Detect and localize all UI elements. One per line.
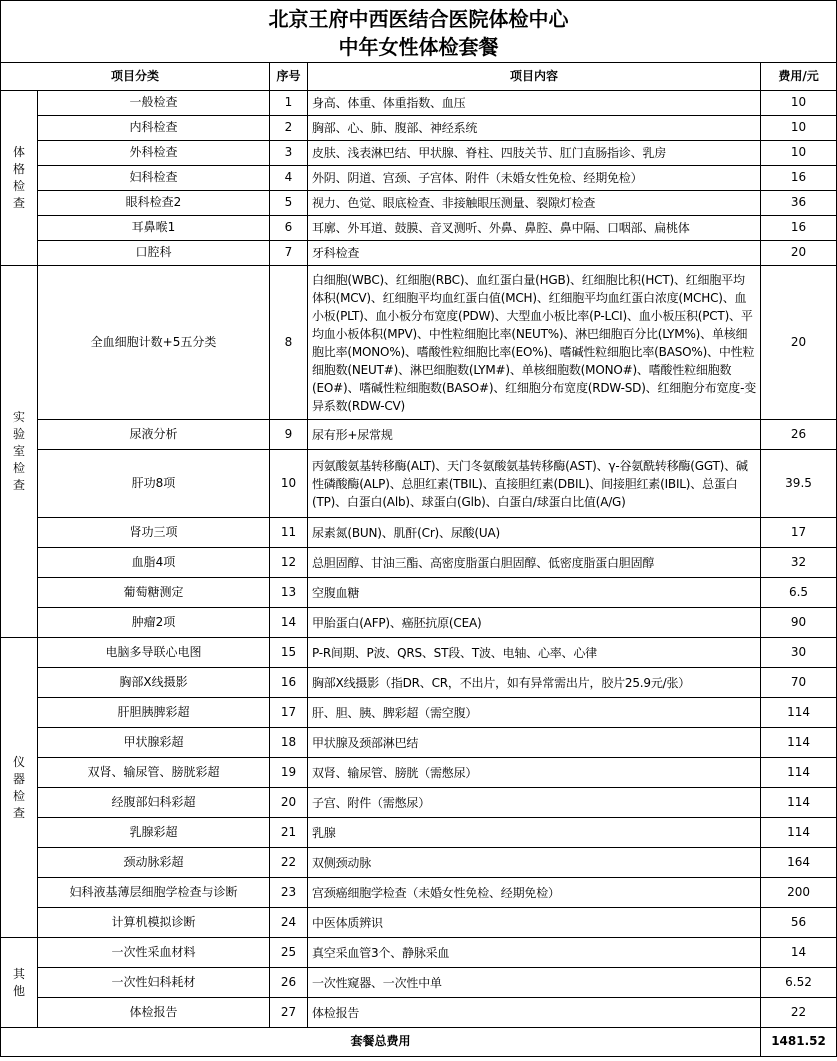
category-text: 其他 [13, 966, 26, 998]
item-fee: 10 [761, 91, 837, 116]
item-fee: 164 [761, 848, 837, 878]
item-seq: 12 [270, 548, 308, 578]
table-row [1, 728, 837, 758]
item-content: 肝、胆、胰、脾彩超（需空腹） [308, 698, 761, 728]
table-row [1, 608, 837, 638]
item-name: 一次性妇科耗材 [38, 968, 270, 998]
item-name: 甲状腺彩超 [38, 728, 270, 758]
table-row [1, 638, 837, 668]
item-fee: 17 [761, 518, 837, 548]
header-content: 项目内容 [308, 63, 761, 91]
item-name: 计算机模拟诊断 [38, 908, 270, 938]
table-row [1, 818, 837, 848]
category-label [1, 638, 38, 938]
item-seq: 18 [270, 728, 308, 758]
category-label [1, 938, 38, 1028]
item-name: 肝胆胰脾彩超 [38, 698, 270, 728]
table-row [1, 578, 837, 608]
item-seq: 1 [270, 91, 308, 116]
table-row [1, 938, 837, 968]
item-seq: 19 [270, 758, 308, 788]
item-content: 白细胞(WBC)、红细胞(RBC)、血红蛋白量(HGB)、红细胞比积(HCT)、红细胞平均体积(MCV)、红细胞平均血红蛋白值(MCH)、红细胞平均血红蛋白浓度(MCHC)、血小板(PLT)、血小板分布宽度(PDW)、大型血小板比率(P-LCI)、血小板压积(PCT)、平均血小板体积(MPV)、中性粒细胞比率(NEUT%)、淋巴细胞百分比(LYM%)、单核细胞比率(MONO%)、嗜酸性粒细胞比率(EO%)、嗜碱性粒细胞比率(BASO%)、中性粒细胞数(NEUT#)、淋巴细胞数(LYM#)、单核细胞数(MONO#)、嗜酸性粒细胞数(EO#)、嗜碱性粒细胞数(BASO#)、红细胞分布宽度(RDW-SD)、红细胞分布宽度-变异系数(RDW-CV) [308, 266, 761, 420]
item-seq: 3 [270, 141, 308, 166]
item-fee: 114 [761, 698, 837, 728]
item-seq: 25 [270, 938, 308, 968]
item-content: 一次性窥器、一次性中单 [308, 968, 761, 998]
table-row [1, 420, 837, 450]
item-seq: 7 [270, 241, 308, 266]
item-name: 一次性采血材料 [38, 938, 270, 968]
item-name: 乳腺彩超 [38, 818, 270, 848]
table-row [1, 668, 837, 698]
item-seq: 26 [270, 968, 308, 998]
table-row [1, 266, 837, 420]
item-seq: 5 [270, 191, 308, 216]
item-fee: 10 [761, 141, 837, 166]
item-fee: 32 [761, 548, 837, 578]
item-name: 一般检查 [38, 91, 270, 116]
item-seq: 11 [270, 518, 308, 548]
item-seq: 6 [270, 216, 308, 241]
total-value: 1481.52 [761, 1028, 837, 1057]
item-content: 中医体质辨识 [308, 908, 761, 938]
item-content: 皮肤、浅表淋巴结、甲状腺、脊柱、四肢关节、肛门直肠指诊、乳房 [308, 141, 761, 166]
item-seq: 17 [270, 698, 308, 728]
item-content: 体检报告 [308, 998, 761, 1028]
item-seq: 9 [270, 420, 308, 450]
table-row [1, 450, 837, 518]
item-name: 肿瘤2项 [38, 608, 270, 638]
table-row [1, 216, 837, 241]
header-fee: 费用/元 [761, 63, 837, 91]
item-seq: 20 [270, 788, 308, 818]
item-seq: 4 [270, 166, 308, 191]
item-content: 外阴、阴道、宫颈、子宫体、附件（未婚女性免检、经期免检） [308, 166, 761, 191]
hospital-name: 北京王府中西医结合医院体检中心 [268, 7, 569, 31]
item-content: 真空采血管3个、静脉采血 [308, 938, 761, 968]
item-fee: 90 [761, 608, 837, 638]
item-content: 尿有形+尿常规 [308, 420, 761, 450]
item-seq: 24 [270, 908, 308, 938]
category-text: 仪器检查 [13, 754, 26, 820]
header-row [1, 63, 837, 91]
item-seq: 14 [270, 608, 308, 638]
table-row [1, 191, 837, 216]
item-content: 子宫、附件（需憋尿） [308, 788, 761, 818]
item-name: 尿液分析 [38, 420, 270, 450]
item-name: 胸部X线摄影 [38, 668, 270, 698]
item-name: 肝功8项 [38, 450, 270, 518]
table-row [1, 91, 837, 116]
item-name: 内科检查 [38, 116, 270, 141]
item-name: 血脂4项 [38, 548, 270, 578]
item-content: 尿素氮(BUN)、肌酐(Cr)、尿酸(UA) [308, 518, 761, 548]
item-fee: 39.5 [761, 450, 837, 518]
item-fee: 114 [761, 728, 837, 758]
item-seq: 16 [270, 668, 308, 698]
item-seq: 2 [270, 116, 308, 141]
item-name: 妇科液基薄层细胞学检查与诊断 [38, 878, 270, 908]
item-content: 身高、体重、体重指数、血压 [308, 91, 761, 116]
table-row [1, 698, 837, 728]
item-fee: 10 [761, 116, 837, 141]
total-row [1, 1028, 837, 1057]
category-text: 体格检查 [13, 145, 26, 210]
table-row [1, 141, 837, 166]
category-label [1, 266, 38, 638]
table-row [1, 518, 837, 548]
item-name: 耳鼻喉1 [38, 216, 270, 241]
item-fee: 20 [761, 266, 837, 420]
header-category: 项目分类 [1, 63, 270, 91]
item-content: 视力、色觉、眼底检查、非接触眼压测量、裂隙灯检查 [308, 191, 761, 216]
item-name: 颈动脉彩超 [38, 848, 270, 878]
item-fee: 6.5 [761, 578, 837, 608]
table-row [1, 548, 837, 578]
item-fee: 36 [761, 191, 837, 216]
item-fee: 114 [761, 818, 837, 848]
item-content: 双肾、输尿管、膀胱（需憋尿） [308, 758, 761, 788]
item-fee: 22 [761, 998, 837, 1028]
item-content: 胸部X线摄影（指DR、CR，不出片，如有异常需出片，胶片25.9元/张） [308, 668, 761, 698]
item-fee: 114 [761, 758, 837, 788]
item-content: 甲胎蛋白(AFP)、癌胚抗原(CEA) [308, 608, 761, 638]
page-title [1, 1, 837, 63]
total-label: 套餐总费用 [1, 1028, 761, 1057]
item-name: 双肾、输尿管、膀胱彩超 [38, 758, 270, 788]
item-content: 耳廓、外耳道、鼓膜、音叉测听、外鼻、鼻腔、鼻中隔、口咽部、扁桃体 [308, 216, 761, 241]
item-seq: 10 [270, 450, 308, 518]
item-name: 肾功三项 [38, 518, 270, 548]
item-content: 双侧颈动脉 [308, 848, 761, 878]
table-row [1, 878, 837, 908]
item-seq: 15 [270, 638, 308, 668]
item-content: 胸部、心、肺、腹部、神经系统 [308, 116, 761, 141]
table-row [1, 848, 837, 878]
item-fee: 16 [761, 166, 837, 191]
table-row [1, 166, 837, 191]
item-name: 电脑多导联心电图 [38, 638, 270, 668]
item-seq: 13 [270, 578, 308, 608]
item-name: 葡萄糖测定 [38, 578, 270, 608]
item-fee: 114 [761, 788, 837, 818]
item-name: 口腔科 [38, 241, 270, 266]
item-fee: 56 [761, 908, 837, 938]
item-content: 乳腺 [308, 818, 761, 848]
item-content: 空腹血糖 [308, 578, 761, 608]
category-label [1, 91, 38, 266]
table-row [1, 758, 837, 788]
item-fee: 200 [761, 878, 837, 908]
item-name: 全血细胞计数+5五分类 [38, 266, 270, 420]
item-fee: 20 [761, 241, 837, 266]
item-fee: 14 [761, 938, 837, 968]
item-content: 丙氨酸氨基转移酶(ALT)、天门冬氨酸氨基转移酶(AST)、γ-谷氨酰转移酶(GGT)、碱性磷酸酶(ALP)、总胆红素(TBIL)、直接胆红素(DBIL)、间接胆红素(IBIL)、总蛋白(TP)、白蛋白(Alb)、球蛋白(Glb)、白蛋白/球蛋白比值(A/G) [308, 450, 761, 518]
package-name: 中年女性体检套餐 [338, 35, 499, 59]
table-row [1, 908, 837, 938]
table-row [1, 998, 837, 1028]
item-fee: 26 [761, 420, 837, 450]
item-content: 牙科检查 [308, 241, 761, 266]
item-content: 甲状腺及颈部淋巴结 [308, 728, 761, 758]
item-seq: 8 [270, 266, 308, 420]
item-content: P-R间期、P波、QRS、ST段、T波、电轴、心率、心律 [308, 638, 761, 668]
item-content: 总胆固醇、甘油三酯、高密度脂蛋白胆固醇、低密度脂蛋白胆固醇 [308, 548, 761, 578]
item-fee: 30 [761, 638, 837, 668]
item-name: 经腹部妇科彩超 [38, 788, 270, 818]
item-fee: 70 [761, 668, 837, 698]
item-fee: 6.52 [761, 968, 837, 998]
table-row [1, 968, 837, 998]
item-seq: 23 [270, 878, 308, 908]
item-name: 妇科检查 [38, 166, 270, 191]
item-content: 宫颈癌细胞学检查（未婚女性免检、经期免检） [308, 878, 761, 908]
table-row [1, 116, 837, 141]
item-seq: 27 [270, 998, 308, 1028]
category-text: 实验室检查 [13, 410, 26, 492]
item-name: 体检报告 [38, 998, 270, 1028]
item-name: 眼科检查2 [38, 191, 270, 216]
item-seq: 21 [270, 818, 308, 848]
table-row [1, 788, 837, 818]
item-name: 外科检查 [38, 141, 270, 166]
item-seq: 22 [270, 848, 308, 878]
header-seq: 序号 [270, 63, 308, 91]
table-row [1, 241, 837, 266]
item-fee: 16 [761, 216, 837, 241]
